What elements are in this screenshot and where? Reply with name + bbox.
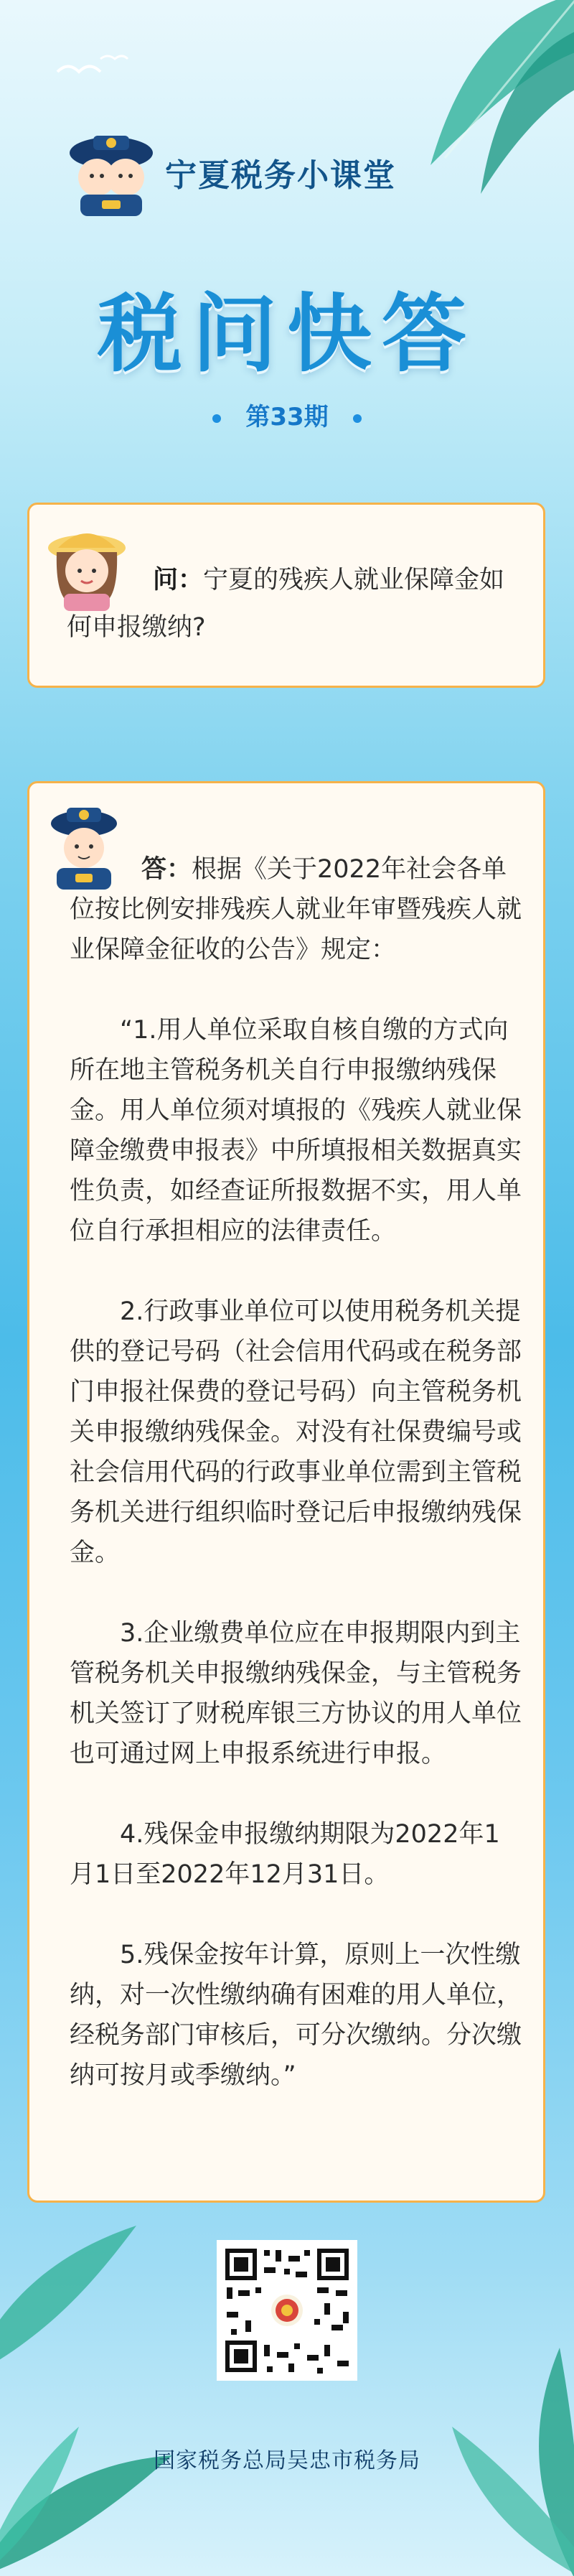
issue-number — [0, 397, 574, 432]
qr-code-icon — [217, 2240, 357, 2381]
birds-icon — [50, 50, 129, 86]
answer-paragraph: 3.企业缴费单位应在申报期限内到主管税务机关申报缴纳残保金，与主管税务机关签订了财税库银三方协议的用人单位也可通过网上申报系统进行申报。 — [70, 1619, 522, 1768]
answer-card — [27, 781, 545, 2203]
answer-paragraph: “1.用人单位采取自核自缴的方式向所在地主管税务机关自行申报缴纳残保金。用人单位须对填报的《残疾人就业保障金缴费申报表》中所填报相关数据真实性负责，如经查证所报数据不实，用人单位自行承担相应的法律责任。 — [70, 1016, 522, 1246]
dot-icon — [353, 414, 362, 423]
dot-icon — [212, 414, 221, 423]
answer-paragraph: 4.残保金申报缴纳期限为2022年1月1日至2022年12月31日。 — [70, 1820, 500, 1889]
tax-officers-mascot-icon — [65, 126, 158, 219]
footer-org: 国家税务总局吴忠市税务局 — [154, 2448, 420, 2473]
palm-leaf-icon — [402, 0, 574, 201]
answer-intro-text: 根据《关于2022年社会各单位按比例安排残疾人就业年审暨残疾人就业保障金征收的公告》规定： — [70, 855, 522, 964]
answer-paragraph: 2.行政事业单位可以使用税务机关提供的登记号码（社会信用代码或在税务部门申报社保费的登记号码）向主管税务机关申报缴纳残保金。对没有社保费编号或社会信用代码的行政事业单位需到主管税务机关进行组织临时登记后申报缴纳残保金。 — [70, 1297, 522, 1567]
question-text — [67, 556, 519, 651]
answer-label: 答： — [141, 855, 192, 884]
brand-header — [65, 126, 396, 219]
palm-leaf-icon — [0, 2197, 144, 2384]
answer-intro — [70, 849, 522, 970]
page-title: 税问快答 — [97, 284, 476, 383]
issue-label: 第33期 — [245, 403, 329, 431]
answer-paragraph: 5.残保金按年计算，原则上一次性缴纳，对一次性缴纳确有困难的用人单位，经税务部门审核后，可分次缴纳。分次缴纳可按月或季缴纳。” — [70, 1941, 522, 2090]
answer-body — [70, 849, 522, 2096]
question-card — [27, 503, 545, 688]
question-body: 宁夏的残疾人就业保障金如何申报缴纳? — [67, 566, 505, 642]
brand-name: 宁夏税务小课堂 — [165, 157, 396, 194]
question-label: 问： — [153, 566, 204, 594]
palm-leaf-icon — [0, 2384, 179, 2576]
